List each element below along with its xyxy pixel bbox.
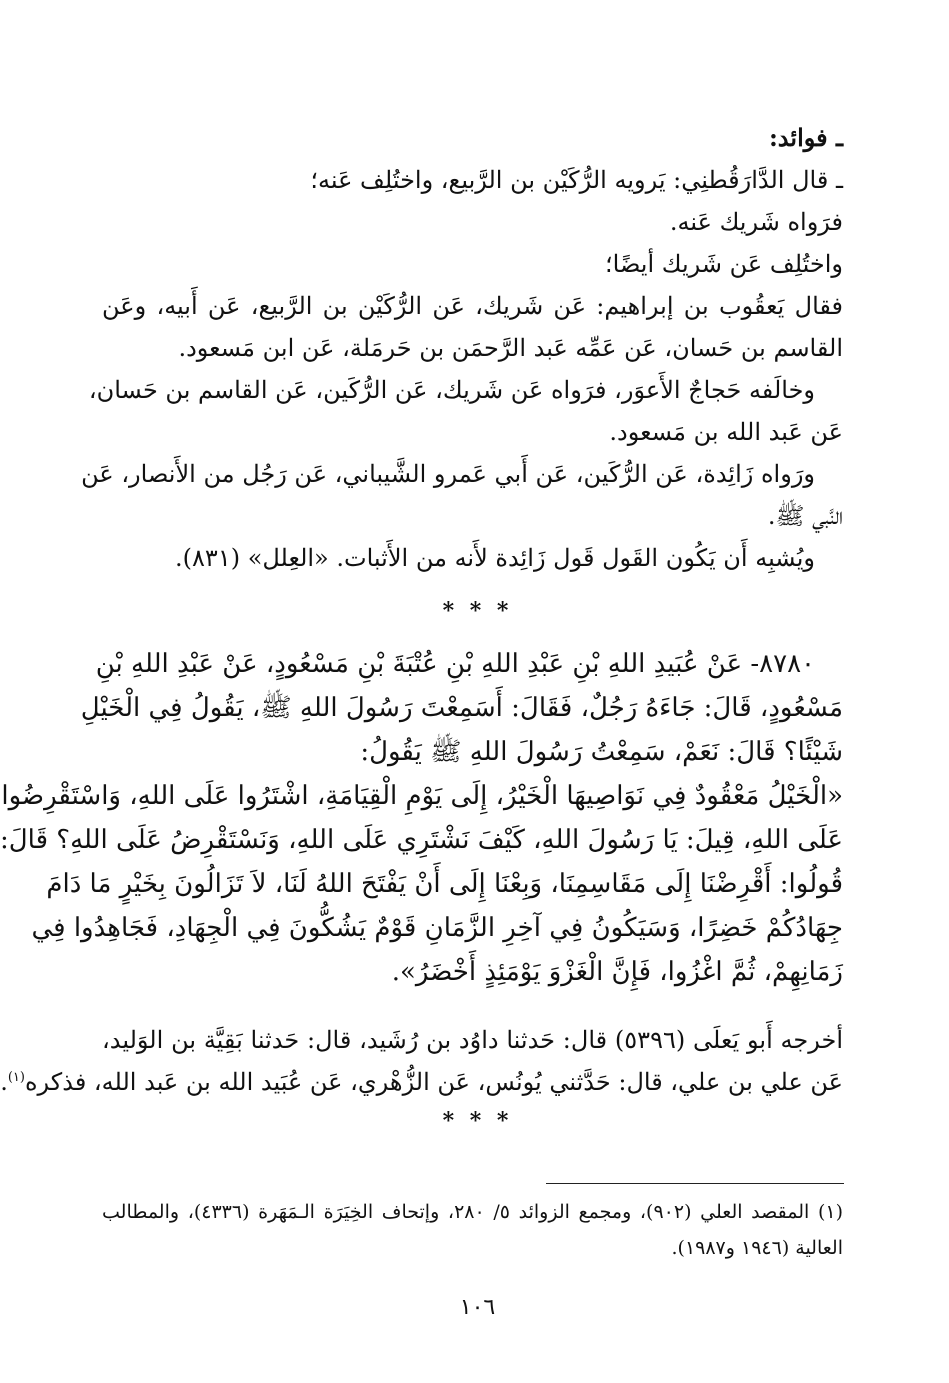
footnote-line: (١) المقصد العلي (٩٠٢)، ومجمع الزوائد ٥/ ٢٨٠، وإتحاف الخِيَرَة الـمَهَرة (٤٣٣٦)، والمطالب: [102, 1201, 843, 1223]
takhrij-section: [0, 1020, 843, 1104]
hadith-line: مَسْعُودٍ، قَالَ: جَاءَهُ رَجُلٌ، فَقَالَ: أَسَمِعْتَ رَسُولَ اللهِ ﷺ، يَقُولُ فِي الْخَيْلِ: [80, 693, 843, 723]
hadith-line: «الْخَيْلُ مَعْقُودٌ فِي نَوَاصِيهَا الْخَيْرُ، إِلَى يَوْمِ الْقِيَامَةِ، اشْتَرُوا عَلَى اللهِ، وَاسْتَقْرِضُوا: [1, 781, 843, 811]
footnote-rule: [546, 1183, 844, 1184]
hadith-line: جِهَادُكُمْ خَضِرًا، وَسَيَكُونُ فِي آخِرِ الزَّمَانِ قَوْمٌ يَشُكُّونَ فِي الْجِهَادِ، فَجَاهِدُوا فِي: [31, 913, 843, 943]
takhrij-text: عَن علي بن علي، قال: حَدَّثني يُونُس، عَن الزُّهْري، عَن عُبَيد الله بن عَبد الله، فذكره: [24, 1068, 843, 1096]
takhrij-line: [0, 1062, 843, 1104]
page-number: ١٠٦: [459, 1295, 496, 1320]
fawaid-line: وخالَفه حَجاجٌ الأَعوَر، فرَواه عَن شَريك، عَن الرُّكَين، عَن القاسم بن حَسان،: [88, 376, 815, 404]
section-separator-2: * * *: [442, 1108, 513, 1134]
fawaid-line: القاسم بن حَسان، عَن عَمِّه عَبد الرَّحمَن بن حَرمَلة، عَن ابن مَسعود.: [178, 334, 843, 362]
fawaid-section: [81, 118, 843, 580]
fawaid-line: ورَواه زَائِدة، عَن الرُّكَين، عَن أَبي عَمرو الشَّيباني، عَن رَجُل من الأَنصار، عَن: [81, 460, 815, 488]
hadith-line: ٨٧٨٠- عَنْ عُبَيدِ اللهِ بْنِ عَبْدِ اللهِ بْنِ عُتْبَةَ بْنِ مَسْعُودٍ، عَنْ عَبْدِ اللهِ بْنِ: [95, 649, 815, 679]
full-stop: .: [0, 1068, 8, 1096]
fawaid-line: ويُشبِه أَن يَكُون القَول قَول زَائِدة لأَنه من الأَثبات. «العِلل» (٨٣١).: [175, 544, 815, 572]
footnote-section: [102, 1194, 843, 1266]
hadith-line: شَيْئًا؟ قَالَ: نَعَمْ، سَمِعْتُ رَسُولَ اللهِ ﷺ يَقُولُ:: [360, 737, 843, 767]
fawaid-line: عَن عَبد الله بن مَسعود.: [609, 418, 843, 446]
fawaid-heading: ـ فوائد:: [768, 123, 843, 152]
hadith-line: عَلَى اللهِ، قِيلَ: يَا رَسُولَ اللهِ، كَيْفَ نَشْتَرِي عَلَى اللهِ، وَنَسْتَقْرِضُ عَلَى اللهِ؟ قَالَ:: [0, 825, 843, 855]
takhrij-line: أخرجه أَبو يَعلَى (٥٣٩٦) قال: حَدثنا داوُد بن رُشَيد، قال: حَدثنا بَقِيَّة بن الوَليد،: [102, 1026, 843, 1054]
footnote-line: العالية (١٩٤٦ و١٩٨٧).: [671, 1237, 843, 1259]
hadith-section: [0, 642, 843, 994]
hadith-line: زَمَانِهِمْ، ثُمَّ اغْزُوا، فَإِنَّ الْغَزْوَ يَوْمَئِذٍ أَخْضَرُ».: [391, 957, 843, 987]
fawaid-line: فرَواه شَريك عَنه.: [669, 208, 843, 236]
fawaid-line: النَّبي ﷺ.: [767, 502, 843, 530]
section-separator: * * *: [442, 598, 513, 624]
hadith-line: قُولُوا: أَقْرِضْنَا إِلَى مَقَاسِمِنَا، وَبِعْنَا إِلَى أَنْ يَفْتَحَ اللهُ لَنَا، لاَ تَزَالُونَ بِخَيْرٍ مَا دَامَ: [46, 869, 843, 899]
fawaid-line: فقال يَعقُوب بن إبراهيم: عَن شَريك، عَن الرُّكَيْن بن الرَّبيع، عَن أَبيه، وعَن: [102, 292, 843, 320]
fawaid-line: واختُلِف عَن شَريك أيضًا؛: [605, 250, 843, 278]
footnote-ref: (١): [7, 1070, 25, 1085]
fawaid-line: ـ قال الدَّارَقُطنِي: يَرويه الرُّكَيْن بن الرَّبيع، واختُلِف عَنه؛: [310, 166, 843, 194]
